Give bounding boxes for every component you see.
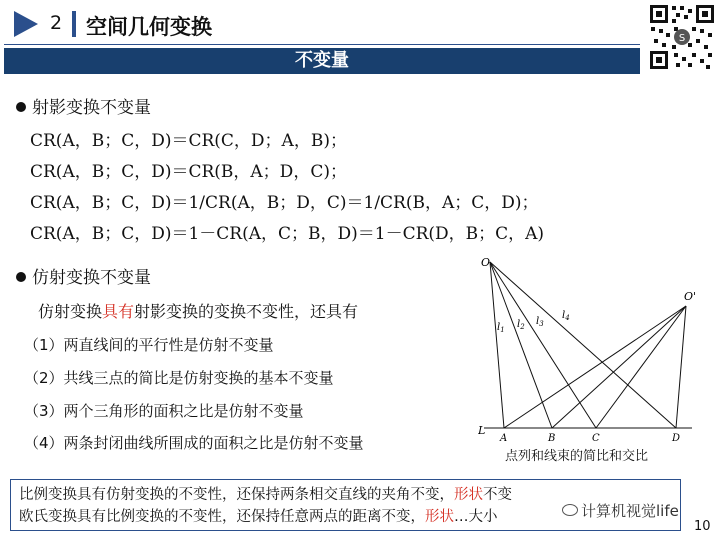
- projective-heading: 射影变换不变量: [16, 93, 151, 118]
- label-D: D: [672, 433, 681, 444]
- bullet-icon: [16, 272, 26, 282]
- slide-header: [0, 0, 640, 46]
- formula-4: CR(A，B；C，D)＝1－CR(A，C；B，D)＝1－CR(D，B；C，A): [30, 224, 545, 244]
- label-L: L: [478, 424, 486, 437]
- highlight-text: 形状: [454, 487, 483, 503]
- affine-intro: 仿射变换具有射影变换的变换不变性，还具有: [38, 302, 359, 321]
- watermark: 计算机视觉life: [562, 500, 679, 521]
- affine-item-2: （2）共线三点的简比是仿射变换的基本不变量: [24, 369, 334, 387]
- wechat-icon: [562, 504, 578, 516]
- header-divider: [72, 11, 76, 37]
- svg-text:S: S: [678, 33, 686, 44]
- affine-item-1: （1）两直线间的平行性是仿射不变量: [24, 336, 274, 354]
- summary-line-1: 比例变换具有仿射变换的不变性，还保持两条相交直线的夹角不变，形状不变: [19, 487, 512, 503]
- formula-1: CR(A，B；C，D)＝CR(C，D；A，B)；: [30, 131, 347, 151]
- label-B: B: [548, 433, 556, 444]
- label-O: O: [481, 256, 491, 269]
- header-rule: [4, 44, 640, 45]
- bullet-icon: [16, 102, 26, 112]
- ray-O2-B: [552, 306, 686, 428]
- slide-title-banner: 不变量: [4, 48, 640, 74]
- label-l1: $l_1$: [497, 322, 505, 334]
- ray-O2-C: [596, 306, 686, 428]
- affine-heading: 仿射变换不变量: [16, 263, 151, 288]
- ray-O2-A: [504, 306, 686, 428]
- summary-line-2: 欧氏变换具有比例变换的不变性，还保持任意两点的距离不变，形状…大小: [19, 509, 498, 525]
- highlight-text: 形状: [425, 509, 454, 525]
- section-arrow-icon: [14, 11, 38, 37]
- cross-ratio-diagram: [478, 252, 708, 452]
- page-number: 10: [694, 519, 711, 534]
- affine-item-3: （3）两个三角形的面积之比是仿射不变量: [24, 402, 304, 420]
- ray-O-D: [490, 262, 676, 428]
- label-C: C: [592, 433, 600, 444]
- label-l3: $l_3$: [536, 316, 544, 328]
- affine-item-4: （4）两条封闭曲线所围成的面积之比是仿射不变量: [24, 434, 364, 452]
- label-O2: O': [684, 290, 697, 303]
- formula-3: CR(A，B；C，D)＝1/CR(A，B；D，C)＝1/CR(B，A；C，D)；: [30, 193, 539, 213]
- label-l4: $l_4$: [562, 310, 570, 322]
- label-l2: $l_2$: [517, 319, 525, 331]
- ray-O2-D: [676, 306, 686, 428]
- ray-O-L: [490, 262, 504, 428]
- highlight-text: 具有: [102, 302, 135, 321]
- qr-code-icon: [648, 3, 716, 71]
- formula-2: CR(A，B；C，D)＝CR(B，A；D，C)；: [30, 162, 347, 182]
- section-number: 2: [50, 12, 63, 34]
- section-title: 空间几何变换: [86, 15, 212, 39]
- diagram-caption: 点列和线束的简比和交比: [505, 449, 649, 464]
- label-A: A: [500, 433, 508, 444]
